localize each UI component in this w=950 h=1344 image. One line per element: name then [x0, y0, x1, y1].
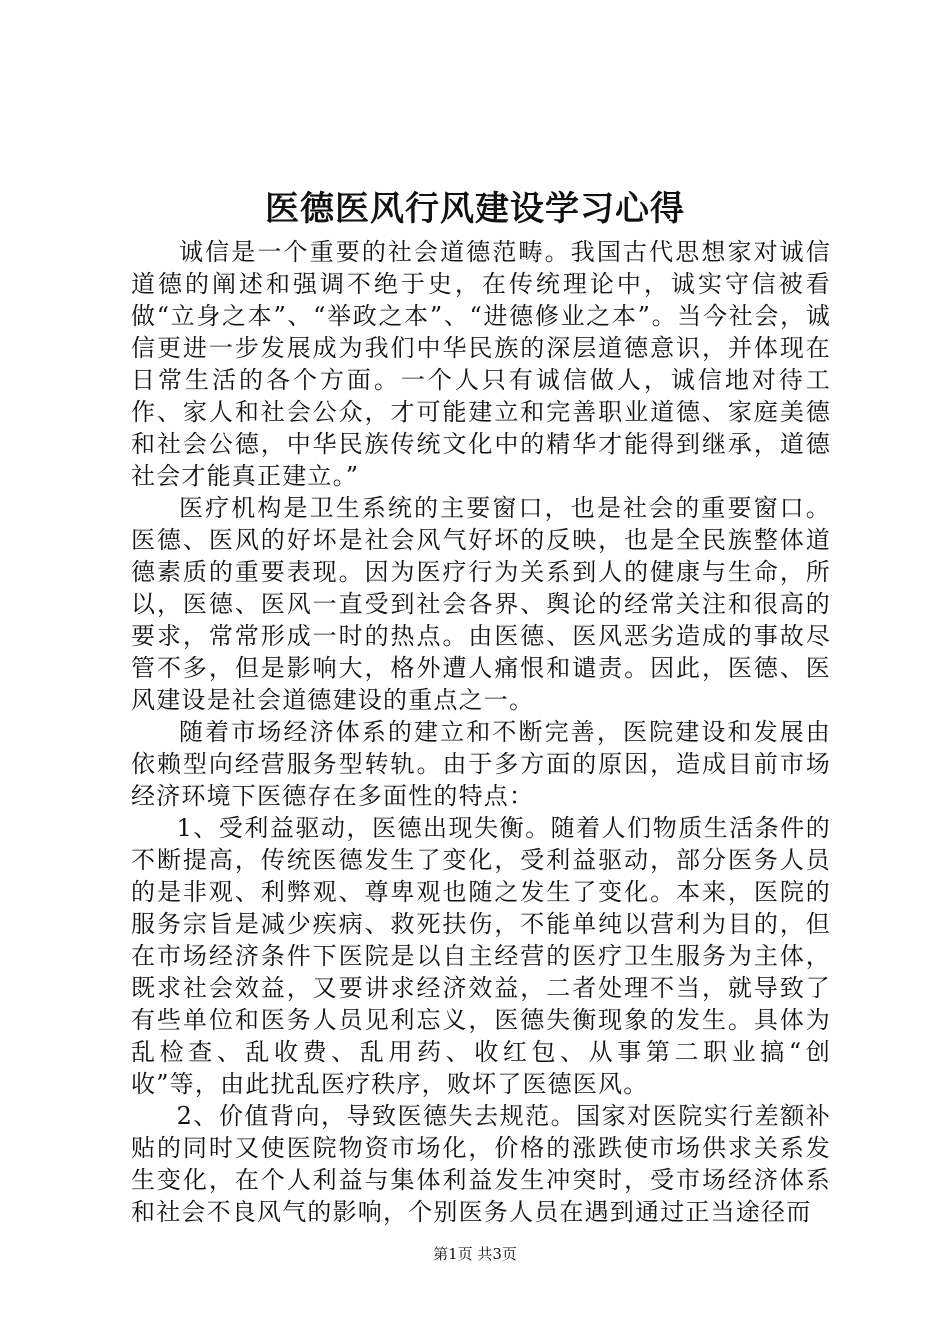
document-body	[131, 236, 831, 1228]
paragraph: 医疗机构是卫生系统的主要窗口，也是社会的重要窗口。医德、医风的好坏是社会风气好坏的反映，也是全民族整体道德素质的重要表现。因为医疗行为关系到人的健康与生命，所以，医德、医风一直受到社会各界、舆论的经常关注和很高的要求，常常形成一时的热点。由医德、医风恶劣造成的事故尽管不多，但是影响大，格外遭人痛恨和谴责。因此，医德、医风建设是社会道德建设的重点之一。	[131, 494, 831, 714]
paragraph: 1、受利益驱动，医德出现失衡。随着人们物质生活条件的不断提高，传统医德发生了变化，受利益驱动，部分医务人员的是非观、利弊观、尊卑观也随之发生了变化。本来，医院的服务宗旨是减少疾病、救死扶伤，不能单纯以营利为目的，但在市场经济条件下医院是以自主经营的医疗卫生服务为主体，既求社会效益，又要讲求经济效益，二者处理不当，就导致了有些单位和医务人员见利忘义，医德失衡现象的发生。具体为乱检查、乱收费、乱用药、收红包、从事第二职业搞“创收”等，由此扰乱医疗秩序，败坏了医德医风。	[131, 814, 831, 1098]
paragraph: 诚信是一个重要的社会道德范畴。我国古代思想家对诚信道德的阐述和强调不绝于史，在传统理论中，诚实守信被看做“立身之本”、“举政之本”、“进德修业之本”。当今社会，诚信更进一步发展成为我们中华民族的深层道德意识，并体现在日常生活的各个方面。一个人只有诚信做人，诚信地对待工作、家人和社会公众，才可能建立和完善职业道德、家庭美德和社会公德，中华民族传统文化中的精华才能得到继承，道德社会才能真正建立。”	[131, 238, 831, 490]
paragraph: 2、价值背向，导致医德失去规范。国家对医院实行差额补贴的同时又使医院物资市场化，价格的涨跌使市场供求关系发生变化，在个人利益与集体利益发生冲突时，受市场经济体系和社会不良风气的影响，个别医务人员在遇到通过正当途径而	[131, 1102, 831, 1226]
paragraph: 随着市场经济体系的建立和不断完善，医院建设和发展由依赖型向经营服务型转轨。由于多方面的原因，造成目前市场经济环境下医德存在多面性的特点：	[131, 718, 831, 810]
page-footer: 第1页 共3页	[433, 1245, 517, 1263]
document-title: 医德医风行风建设学习心得	[265, 189, 685, 229]
